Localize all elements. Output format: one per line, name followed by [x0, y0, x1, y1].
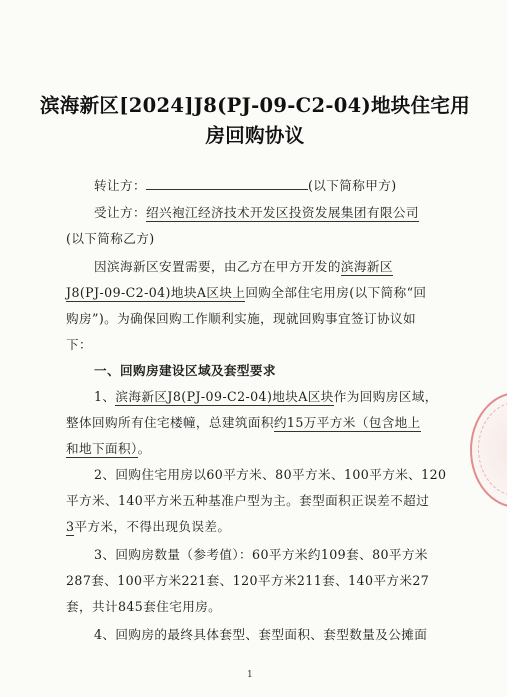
section-1-item-2-line-2: 平方米、140平方米五种基准户型为主。套型面积正误差不超过 [66, 493, 430, 508]
section-1-item-1-line-1 [94, 389, 471, 405]
section-1-item-1-line-3 [66, 441, 471, 457]
item-1-text: 作为回购房区域， [333, 389, 438, 404]
page-number: 1 [247, 670, 253, 680]
item-1-text-2a: 整体回购所有住宅楼幢，总建筑面积 [66, 415, 274, 430]
item-2-tolerance: 3 [66, 519, 75, 534]
section-1-item-2-line-1: 2、回购住宅用房以60平方米、80平方米、100平方米、120 [94, 467, 447, 482]
item-2-text-3: 平方米，不得出现负误差。 [74, 519, 231, 534]
intro-text-2b: 回购全部住宅用房(以下简称“回 [245, 285, 427, 300]
section-1-item-4-line-1: 4、回购房的最终具体套型、套型面积、套型数量及公摊面 [94, 627, 428, 642]
transferee-line [94, 205, 471, 221]
transferor-line [94, 177, 471, 194]
item-1-text-3b: 。 [137, 441, 151, 456]
transferor-blank [146, 177, 308, 190]
intro-text-1a: 因滨海新区安置需要，由乙方在甲方开发的 [94, 259, 341, 274]
transferee-suffix: (以下简称乙方) [66, 231, 155, 246]
item-1-area: 滨海新区J8(PJ-09-C2-04)地块A区块 [115, 389, 334, 404]
section-1-item-1-line-2 [66, 415, 471, 431]
intro-text-1b: 滨海新区 [340, 259, 393, 274]
item-1-text-3: 和地下面积） [66, 441, 138, 456]
transferor-suffix: (以下简称甲方) [307, 178, 397, 193]
intro-line-1 [94, 259, 471, 275]
intro-text-2a: J8(PJ-09-C2-04)地块A区块上 [66, 285, 246, 300]
section-1-item-3-line-2: 287套、100平方米221套、120平方米211套、140平方米27 [66, 573, 430, 588]
intro-line-3: 购房”)。为确保回购工作顺利实施，现就回购事宜签订协议如 [66, 311, 416, 326]
intro-line-4: 下： [66, 337, 92, 352]
section-1-item-3-line-3: 套，共计845套住宅用房。 [66, 599, 222, 614]
document-title-line-2: 房回购协议 [205, 124, 305, 147]
transferee-label: 受让方： [94, 205, 146, 220]
section-1-item-3-line-1: 3、回购房数量（参考值）：60平方米约109套、80平方米 [94, 547, 428, 562]
transferee-name: 绍兴袍江经济技术开发区投资发展集团有限公司 [145, 205, 419, 220]
intro-line-2 [66, 285, 471, 301]
item-1-number: 1、 [94, 389, 116, 404]
item-1-text-2b: 约15万平方米（包含地上 [273, 415, 421, 430]
document-title-line-1: 滨海新区[2024]J8(PJ-09-C2-04)地块住宅用 [40, 94, 471, 117]
section-1-item-2-line-3 [66, 519, 471, 535]
transferor-label: 转让方： [94, 178, 146, 193]
section-1-heading: 一、回购房建设区域及套型要求 [94, 363, 276, 378]
